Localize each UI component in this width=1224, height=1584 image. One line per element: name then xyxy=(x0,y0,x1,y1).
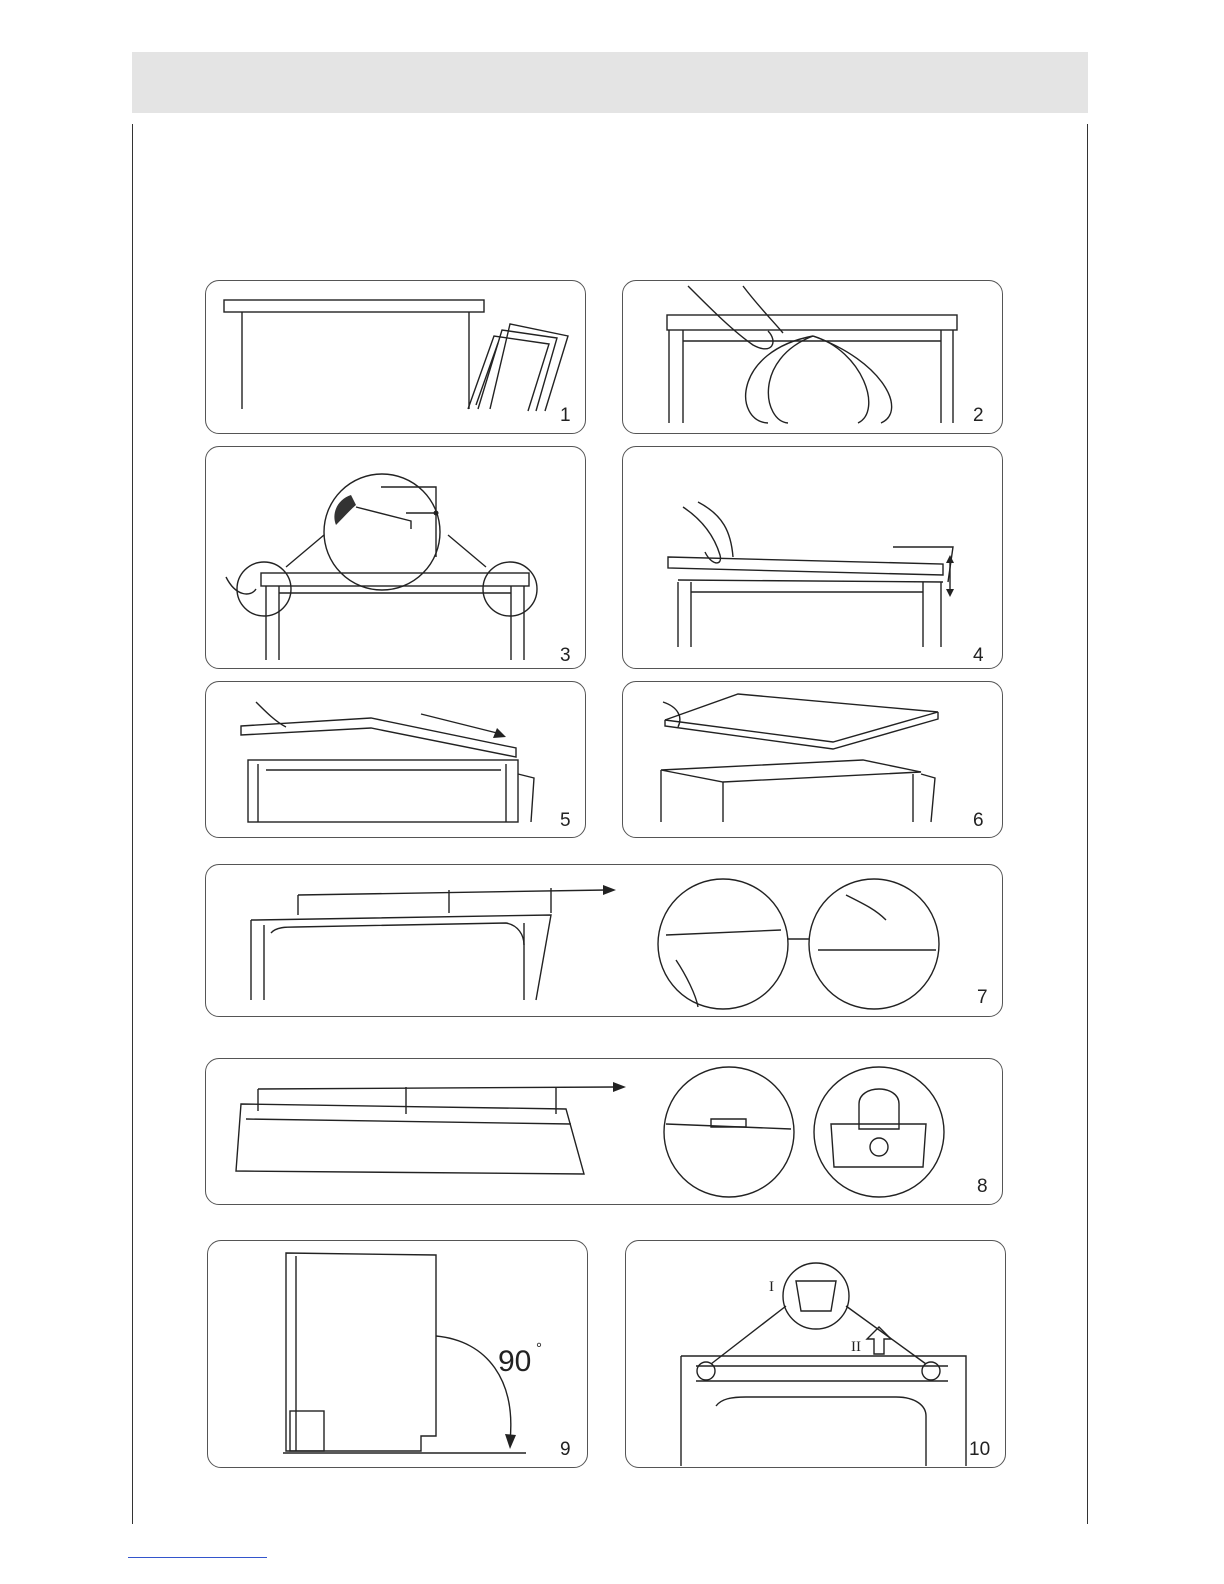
figure-3-panel xyxy=(205,446,586,669)
figure-7-illustration xyxy=(206,865,1003,1017)
figure-2-panel xyxy=(622,280,1003,434)
figure-number: 2 xyxy=(973,405,984,426)
figure-3-illustration xyxy=(206,447,586,669)
figure-8-illustration xyxy=(206,1059,1003,1205)
figure-4-panel xyxy=(622,446,1003,669)
figure-5-illustration xyxy=(206,682,586,838)
step-two-label: II xyxy=(851,1339,861,1355)
figure-number: 4 xyxy=(973,645,984,666)
figure-number: 7 xyxy=(977,987,988,1008)
figure-7-panel xyxy=(205,864,1003,1017)
figure-9-illustration xyxy=(208,1241,588,1468)
figure-number: 3 xyxy=(560,645,571,666)
right-margin-rule xyxy=(1087,124,1088,1524)
angle-unit: ° xyxy=(536,1340,542,1357)
footer-link-underline xyxy=(128,1557,267,1558)
figure-9-panel xyxy=(207,1240,588,1468)
figure-6-panel xyxy=(622,681,1003,838)
figure-number: 6 xyxy=(973,810,984,831)
figure-number: 1 xyxy=(560,405,571,426)
figure-10-illustration xyxy=(626,1241,1006,1468)
figure-1-panel xyxy=(205,280,586,434)
figure-8-panel xyxy=(205,1058,1003,1205)
figure-5-panel xyxy=(205,681,586,838)
step-one-label: I xyxy=(769,1279,774,1295)
figure-number: 9 xyxy=(560,1439,571,1460)
figure-1-illustration xyxy=(206,281,586,434)
figure-2-illustration xyxy=(623,281,1003,434)
figure-number: 5 xyxy=(560,810,571,831)
figure-number: 10 xyxy=(969,1439,991,1460)
figure-4-illustration xyxy=(623,447,1003,669)
figure-6-illustration xyxy=(623,682,1003,838)
angle-label: 90 xyxy=(498,1345,532,1378)
figure-10-panel xyxy=(625,1240,1006,1468)
figure-number: 8 xyxy=(977,1176,988,1197)
left-margin-rule xyxy=(132,124,133,1524)
header-bar xyxy=(132,52,1088,113)
